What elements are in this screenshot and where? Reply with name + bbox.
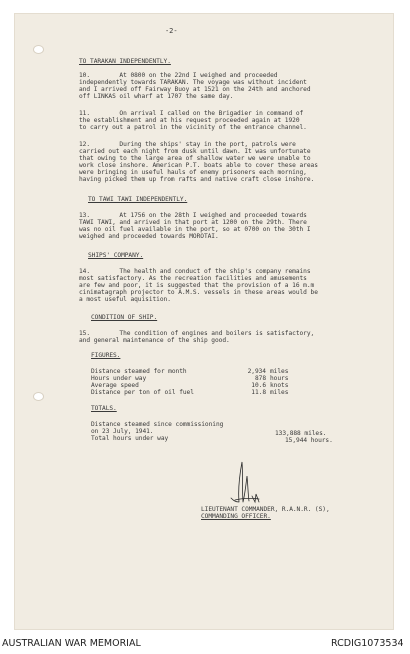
figures-value: 878 [254, 375, 266, 382]
heading-figures: FIGURES. [91, 352, 121, 359]
para-10-line: 10. At 0800 on the 22nd I weighed and proceeded [79, 72, 278, 79]
heading-totals: TOTALS. [91, 405, 117, 412]
para-11-line: to carry out a patrol in the vicinity of the entrance channel. [79, 124, 307, 131]
heading-condition-of-ship: CONDITION OF SHIP. [91, 314, 158, 321]
figures-label: Hours under way [91, 375, 147, 382]
handwritten-signature [225, 458, 269, 504]
figures-label: Average speed [91, 382, 139, 389]
para-15-line: and general maintenance of the ship good. [79, 337, 230, 344]
figures-unit: miles [270, 389, 289, 396]
signatory-rank: LIEUTENANT COMMANDER, R.A.N.R. (S), [201, 506, 330, 513]
para-10-line: off LINKAS oil wharf at 1707 the same day. [79, 93, 234, 100]
punch-hole [34, 393, 43, 400]
para-14-line: are few and poor, it is suggested that the provision of a 16 m.m [79, 282, 315, 289]
para-10-line: independently towards TARAKAN. The voyage was without incident [79, 79, 307, 86]
totals-value: 133,888 miles. [275, 430, 327, 437]
punch-hole [34, 46, 43, 53]
figures-unit: hours [270, 375, 289, 382]
para-12-line: having picked them up from rafts and native craft close inshore. [79, 176, 315, 183]
para-11-line: 11. On arrival I called on the Brigadier in command of [79, 110, 304, 117]
para-15-line: 15. The condition of engines and boilers is satisfactory, [79, 330, 315, 337]
para-13-line: was no oil fuel available in the port, so at 0700 on the 30th I [79, 226, 311, 233]
para-12-line: work close inshore. American P.T. boats able to cover these areas [79, 162, 318, 169]
figures-label: Distance steamed for month [91, 368, 187, 375]
para-12-line: 12. During the ships' stay in the port, patrols were [79, 141, 296, 148]
para-14-line: cinimatagraph projector to A.M.S. vessels in these areas would be [79, 289, 318, 296]
figures-unit: knots [270, 382, 289, 389]
heading-tawi-tawi: TO TAWI TAWI INDEPENDENTLY. [88, 196, 188, 203]
figures-label: Distance per ton of oil fuel [91, 389, 194, 396]
para-14-line: most satisfactory. As the recreation facilities and amusements [79, 275, 307, 282]
para-14-line: 14. The health and conduct of the ship's company remains [79, 268, 311, 275]
para-14-line: a most useful aquisition. [79, 296, 171, 303]
signatory-title: COMMANDING OFFICER. [201, 513, 271, 520]
para-13-line: 13. At 1756 on the 28th I weighed and proceeded towards [79, 212, 307, 219]
para-12-line: that owing to the large area of shallow water we were unable to [79, 155, 311, 162]
document-page [14, 13, 394, 630]
totals-label: Distance steamed since commissioning [91, 421, 224, 428]
para-11-line: the establishment and at his request proceeded again at 1920 [79, 117, 300, 124]
para-13-line: weighed and proceeded towards MOROTAI. [79, 233, 219, 240]
totals-value: 15,944 hours. [285, 437, 333, 444]
figures-value: 11.8 [251, 389, 266, 396]
figures-value: 10.6 [251, 382, 266, 389]
totals-label: on 23 July, 1941. [91, 428, 154, 435]
para-12-line: were bringing in useful hauls of enemy prisoners each morning, [79, 169, 307, 176]
page-number: -2- [165, 27, 178, 35]
heading-ships-company: SHIPS' COMPANY. [88, 252, 144, 259]
para-12-line: carried out each night from dusk until dawn. It was unfortunate [79, 148, 311, 155]
totals-label: Total hours under way [91, 435, 169, 442]
para-13-line: TAWI TAWI, and arrived in that port at 1200 on the 29th. There [79, 219, 307, 226]
figures-value: 2,934 [247, 368, 266, 375]
footer-record-id: RCDIG1073534 [331, 638, 404, 649]
heading-tarakan: TO TARAKAN INDEPENDENTLY. [79, 58, 171, 65]
footer-institution: AUSTRALIAN WAR MEMORIAL [2, 638, 141, 649]
para-10-line: and I arrived off Fairway Buoy at 1521 on the 24th and anchored [79, 86, 311, 93]
figures-unit: miles [270, 368, 289, 375]
